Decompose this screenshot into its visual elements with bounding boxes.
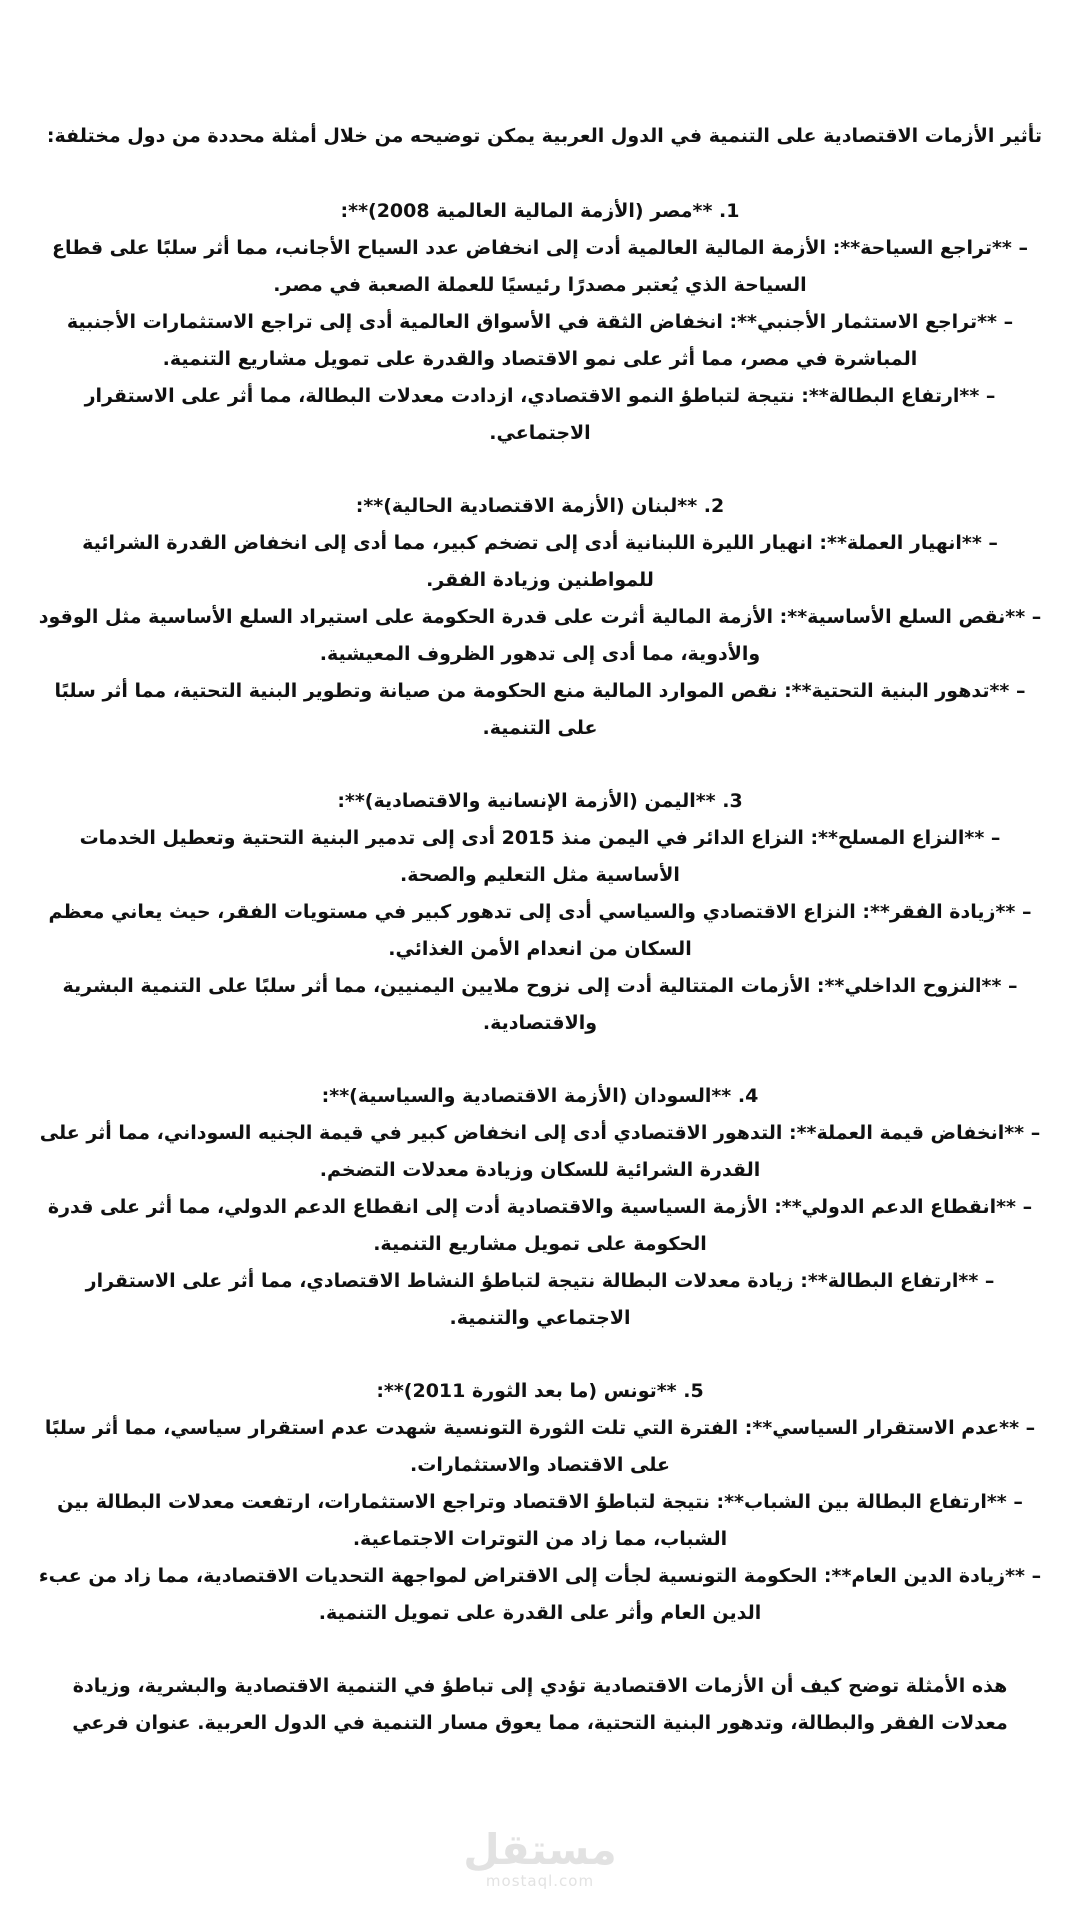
bullet-item: – **نقص السلع الأساسية**: الأزمة المالية أثرت على قدرة الحكومة على استيراد السلع الأساسية مثل الوقود والأدوية، مما أدى إلى تدهور الظروف المعيشية. xyxy=(38,606,1042,665)
watermark xyxy=(0,1825,1080,1890)
watermark-logo: مستقل xyxy=(463,1825,617,1874)
bullet-item: – **انقطاع الدعم الدولي**: الأزمة السياسية والاقتصادية أدت إلى انقطاع الدعم الدولي، مما أثر على قدرة الحكومة على تمويل مشاريع التنمية. xyxy=(47,1196,1033,1255)
document-body xyxy=(38,118,1042,1742)
section-heading: 5. **تونس (ما بعد الثورة 2011)**: xyxy=(376,1380,704,1402)
bullet-item: – **ارتفاع البطالة**: زيادة معدلات البطالة نتيجة لتباطؤ النشاط الاقتصادي، مما أثر على الاستقرار الاجتماعي والتنمية. xyxy=(85,1270,995,1329)
section-heading: 2. **لبنان (الأزمة الاقتصادية الحالية)**: xyxy=(355,495,725,517)
bullet-item: – **تراجع الاستثمار الأجنبي**: انخفاض الثقة في الأسواق العالمية أدى إلى تراجع الاستثمارات الأجنبية المباشرة في مصر، مما أثر على نمو الاقتصاد والقدرة على تمويل مشاريع التنمية. xyxy=(66,311,1014,370)
section-heading: 1. **مصر (الأزمة المالية العالمية 2008)**: xyxy=(340,200,740,222)
bullet-item: – **عدم الاستقرار السياسي**: الفترة التي تلت الثورة التونسية شهدت عدم استقرار سياسي، مما أثر سلبًا على الاقتصاد والاستثمارات. xyxy=(44,1417,1036,1476)
bullet-item: – **زيادة الدين العام**: الحكومة التونسية لجأت إلى الاقتراض لمواجهة التحديات الاقتصادية، مما زاد من عبء الدين العام وأثر على القدرة على تمويل التنمية. xyxy=(38,1565,1042,1624)
intro-paragraph: تأثير الأزمات الاقتصادية على التنمية في الدول العربية يمكن توضيحه من خلال أمثلة محددة من دول مختلفة: xyxy=(46,125,1042,147)
section-tunisia xyxy=(38,1373,1042,1632)
bullet-item: – **زيادة الفقر**: النزاع الاقتصادي والسياسي أدى إلى تدهور كبير في مستويات الفقر، حيث يعاني معظم السكان من انعدام الأمن الغذائي. xyxy=(48,901,1032,960)
bullet-item: – **تدهور البنية التحتية**: نقص الموارد المالية منع الحكومة من صيانة وتطوير البنية التحتية، مما أثر سلبًا على التنمية. xyxy=(54,680,1026,739)
bullet-item: – **النزاع المسلح**: النزاع الدائر في اليمن منذ 2015 أدى إلى تدمير البنية التحتية وتعطيل الخدمات الأساسية مثل التعليم والصحة. xyxy=(79,827,1001,886)
bullet-item: – **النزوح الداخلي**: الأزمات المتتالية أدت إلى نزوح ملايين اليمنيين، مما أثر سلبًا على التنمية البشرية والاقتصادية. xyxy=(62,975,1018,1034)
bullet-item: – **تراجع السياحة**: الأزمة المالية العالمية أدت إلى انخفاض عدد السياح الأجانب، مما أثر سلبًا على قطاع السياحة الذي يُعتبر مصدرًا رئيسيًا للعملة الصعبة في مصر. xyxy=(52,237,1028,296)
section-heading: 4. **السودان (الأزمة الاقتصادية والسياسية)**: xyxy=(321,1085,759,1107)
section-sudan xyxy=(38,1078,1042,1337)
section-egypt xyxy=(38,193,1042,452)
conclusion-paragraph: هذه الأمثلة توضح كيف أن الأزمات الاقتصادية تؤدي إلى تباطؤ في التنمية الاقتصادية والبشرية، وزيادة معدلات الفقر والبطالة، وتدهور البنية التحتية، مما يعوق مسار التنمية في الدول العربية. عنوان فرعي xyxy=(72,1675,1008,1734)
bullet-item: – **ارتفاع البطالة**: نتيجة لتباطؤ النمو الاقتصادي، ازدادت معدلات البطالة، مما أثر على الاستقرار الاجتماعي. xyxy=(84,385,996,444)
bullet-item: – **انخفاض قيمة العملة**: التدهور الاقتصادي أدى إلى انخفاض كبير في قيمة الجنيه السوداني، مما أثر على القدرة الشرائية للسكان وزيادة معدلات التضخم. xyxy=(39,1122,1041,1181)
section-yemen xyxy=(38,783,1042,1042)
bullet-item: – **ارتفاع البطالة بين الشباب**: نتيجة لتباطؤ الاقتصاد وتراجع الاستثمارات، ارتفعت معدلات البطالة بين الشباب، مما زاد من التوترات الاجتماعية. xyxy=(57,1491,1023,1550)
bullet-item: – **انهيار العملة**: انهيار الليرة اللبنانية أدى إلى تضخم كبير، مما أدى إلى انخفاض القدرة الشرائية للمواطنين وزيادة الفقر. xyxy=(82,532,998,591)
watermark-domain: mostaql.com xyxy=(485,1872,595,1890)
section-lebanon xyxy=(38,488,1042,747)
section-heading: 3. **اليمن (الأزمة الإنسانية والاقتصادية)**: xyxy=(337,790,743,812)
